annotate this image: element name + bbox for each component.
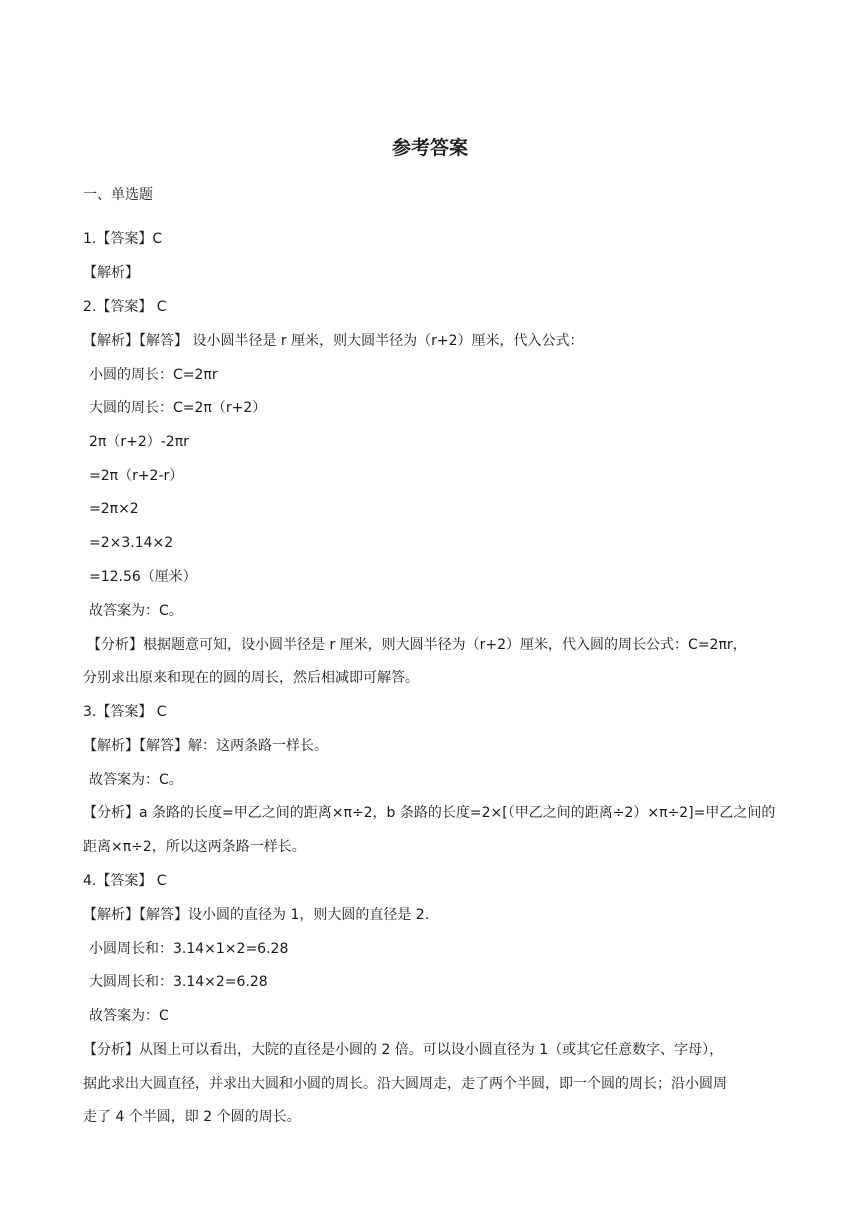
answer-1: 1.【答案】C	[83, 231, 163, 247]
solution-4: 【解析】【解答】设小圆的直径为 1，则大圆的直径是 2.	[83, 907, 430, 923]
solution-2-step: =2π×2	[89, 501, 139, 517]
solution-3-conclusion: 故答案为：C。	[89, 772, 183, 788]
solution-3: 【解析】【解答】解：这两条路一样长。	[83, 738, 328, 754]
solution-2-step: =2×3.14×2	[89, 535, 174, 551]
answer-2: 2.【答案】 C	[83, 299, 167, 315]
section-heading: 一、单选题	[83, 187, 153, 203]
analysis-4: 【分析】从图上可以看出，大院的直径是小圆的 2 倍。可以设小圆直径为 1（或其它任意数字、字母），	[83, 1042, 724, 1058]
analysis-3-cont: 距离×π÷2，所以这两条路一样长。	[83, 839, 306, 855]
solution-4-step: 大圆周长和：3.14×2=6.28	[89, 974, 268, 990]
analysis-1: 【解析】	[83, 265, 139, 281]
solution-4-step: 小圆周长和：3.14×1×2=6.28	[89, 941, 289, 957]
solution-2-intro: 【解析】【解答】 设小圆半径是 r 厘米，则大圆半径为（r+2）厘米，代入公式：	[83, 333, 584, 349]
analysis-3: 【分析】a 条路的长度=甲乙之间的距离×π÷2，b 条路的长度=2×[（甲乙之间的距离÷2）×π÷2]=甲乙之间的	[83, 805, 776, 821]
analysis-4-cont: 据此求出大圆直径，并求出大圆和小圆的周长。沿大圆周走，走了两个半圆，即一个圆的周长；沿小圆周	[83, 1076, 727, 1092]
answer-3: 3.【答案】 C	[83, 704, 167, 720]
solution-2-step: =2π（r+2-r）	[89, 468, 184, 484]
solution-4-conclusion: 故答案为：C	[89, 1008, 169, 1024]
solution-2-step: 小圆的周长：C=2πr	[89, 367, 218, 383]
analysis-2: 【分析】根据题意可知，设小圆半径是 r 厘米，则大圆半径为（r+2）厘米，代入圆的周长公式：C=2πr，	[87, 637, 747, 653]
solution-2-step: =12.56（厘米）	[89, 569, 197, 585]
page-title: 参考答案	[391, 137, 468, 159]
solution-2-step: 大圆的周长：C=2π（r+2）	[89, 400, 267, 416]
analysis-4-cont: 走了 4 个半圆，即 2 个圆的周长。	[83, 1109, 301, 1125]
solution-2-conclusion: 故答案为：C。	[89, 603, 183, 619]
answer-4: 4.【答案】 C	[83, 873, 167, 889]
solution-2-step: 2π（r+2）-2πr	[89, 434, 189, 450]
analysis-2-cont: 分别求出原来和现在的圆的周长，然后相减即可解答。	[83, 670, 419, 686]
